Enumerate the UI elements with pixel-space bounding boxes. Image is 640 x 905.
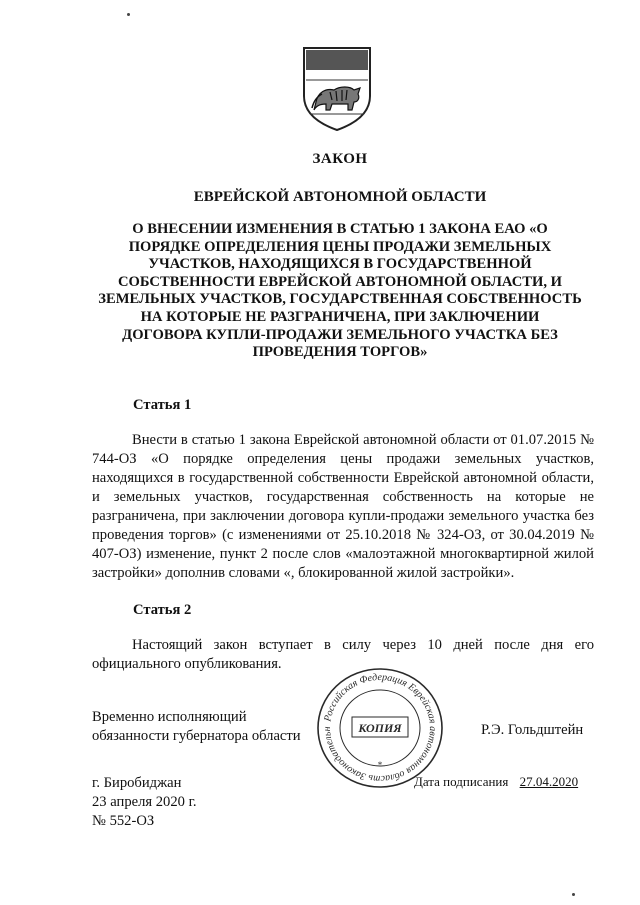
article-1-text: Внести в статью 1 закона Еврейской автономной области от 01.07.2015 № 744-ОЗ «О порядке определения цены продажи земельных участков, находящихся в государственной собственности Еврейской автономной области, и земельных участков, государственная собственность на которые не разграничена, при заключении договора купли-продажи земельного участка без проведения торгов» (с изменениями от 25.10.2018 № 324-ОЗ, от 30.04.2019 № 407-ОЗ) изменение, пункт 2 после слов «малоэтажной многоквартирной жилой застройки» дополнив словами «, блокированной жилой застройки». xyxy=(92,432,594,581)
law-number: № 552-ОЗ xyxy=(92,813,155,829)
law-subject-title xyxy=(70,221,610,362)
place-of-adoption: г. Биробиджан xyxy=(92,775,182,791)
subject-line: НА КОТОРЫЕ НЕ РАЗГРАНИЧЕНА, ПРИ ЗАКЛЮЧЕНИИ xyxy=(140,308,540,325)
subject-line: СОБСТВЕННОСТИ ЕВРЕЙСКОЙ АВТОНОМНОЙ ОБЛАСТИ, И xyxy=(117,273,562,290)
scan-speck xyxy=(127,13,130,16)
signatory-position xyxy=(92,708,301,746)
coat-of-arms-icon xyxy=(300,44,374,132)
region-title: ЕВРЕЙСКОЙ АВТОНОМНОЙ ОБЛАСТИ xyxy=(193,189,487,205)
signing-date-row xyxy=(414,774,578,790)
document-type-title: ЗАКОН xyxy=(312,151,368,167)
svg-text:*: * xyxy=(377,760,383,770)
signatory-name: Р.Э. Гольдштейн xyxy=(481,722,584,738)
adoption-date: 23 апреля 2020 г. xyxy=(92,794,197,810)
article-1-heading: Статья 1 xyxy=(133,397,192,413)
seal-center-text: КОПИЯ xyxy=(358,721,402,735)
article-2-heading: Статья 2 xyxy=(133,602,192,618)
signing-date-label: Дата подписания xyxy=(414,774,509,789)
subject-line: ПОРЯДКЕ ОПРЕДЕЛЕНИЯ ЦЕНЫ ПРОДАЖИ ЗЕМЕЛЬНЫХ xyxy=(128,238,552,255)
subject-line: ПРОВЕДЕНИЯ ТОРГОВ» xyxy=(252,344,428,361)
seal-ring-text: Российская Федерация Еврейская автономная область Законодательн xyxy=(321,671,439,785)
signing-date-value: 27.04.2020 xyxy=(519,774,579,789)
position-line: обязанности губернатора области xyxy=(92,728,301,744)
position-line: Временно исполняющий xyxy=(92,709,247,725)
subject-line: О ВНЕСЕНИИ ИЗМЕНЕНИЯ В СТАТЬЮ 1 ЗАКОНА ЕАО «О xyxy=(132,221,548,237)
scan-speck xyxy=(572,893,575,896)
subject-line: ДОГОВОРА КУПЛИ-ПРОДАЖИ ЗЕМЕЛЬНОГО УЧАСТКА БЕЗ xyxy=(122,326,558,343)
official-seal-icon xyxy=(314,666,446,790)
article-2-text: Настоящий закон вступает в силу через 10 дней после дня его официального опубликования. xyxy=(92,637,594,672)
subject-line: ЗЕМЕЛЬНЫХ УЧАСТКОВ, ГОСУДАРСТВЕННАЯ СОБСТВЕННОСТЬ xyxy=(98,291,582,308)
subject-line: УЧАСТКОВ, НАХОДЯЩИХСЯ В ГОСУДАРСТВЕННОЙ xyxy=(148,256,532,273)
